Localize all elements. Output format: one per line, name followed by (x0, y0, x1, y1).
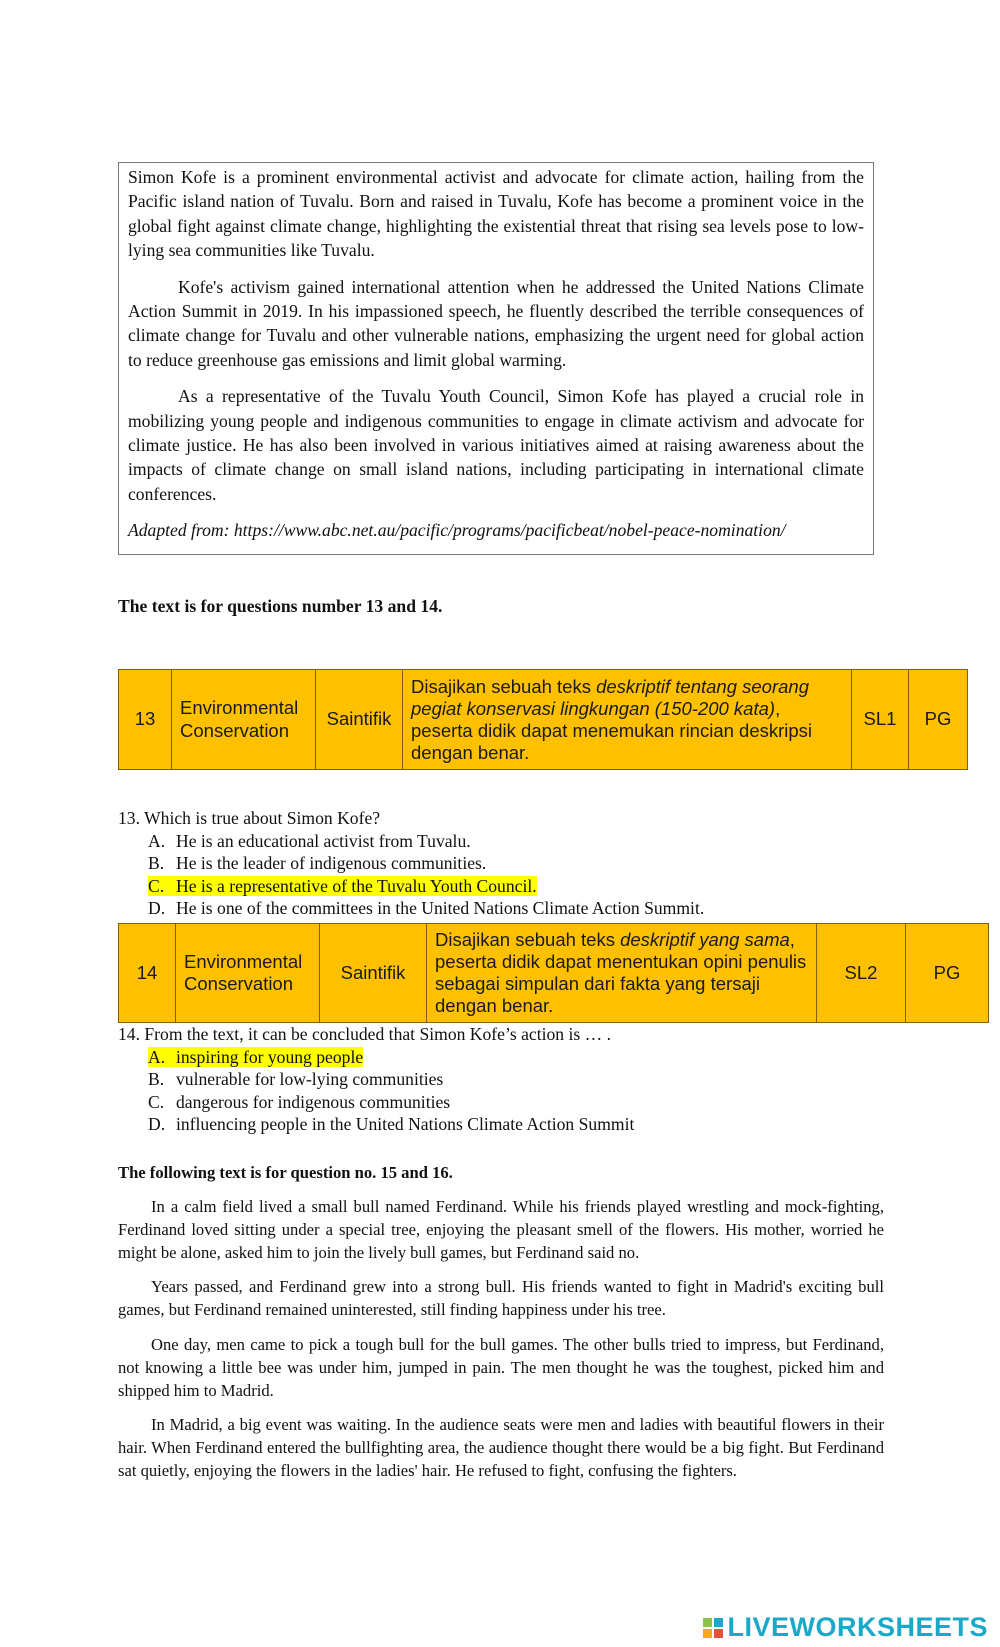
grid-form: PG (909, 670, 968, 770)
question-grid-13 (118, 669, 968, 770)
grid-topic: Environmental Conservation (172, 670, 316, 770)
question-stem: 14. From the text, it can be concluded that Simon Kofe’s action is … . (118, 1024, 612, 1044)
question-14 (118, 1023, 898, 1136)
logo-text: LIVEWORKSHEETS (727, 1612, 988, 1642)
option-c[interactable]: C. dangerous for indigenous communities (148, 1091, 451, 1112)
story-paragraph: One day, men came to pick a tough bull for the bull games. The other bulls tried to impress, but Ferdinand, not knowing a little bee was under him, jumped in pain. The men thought he was the toughest, picked him and shipped him to Madrid. (118, 1334, 884, 1400)
passage-source: Adapted from: https://www.abc.net.au/pacific/programs/pacificbeat/nobel-peace-nomination/ (128, 520, 786, 541)
option-d[interactable]: D. He is one of the committees in the United Nations Climate Action Summit. (148, 898, 705, 918)
grid-level: SL1 (852, 670, 909, 770)
grid-indicator: Disajikan sebuah teks deskriptif tentang seorang pegiat konservasi lingkungan (150-200 kata), peserta didik dapat menemukan rincian deskripsi dengan benar. (403, 670, 852, 770)
grid-form: PG (906, 924, 989, 1023)
section-heading: The text is for questions number 13 and 14. (118, 596, 443, 616)
story-passage (118, 1196, 884, 1495)
option-c-highlighted[interactable]: C. He is a representative of the Tuvalu Youth Council. (148, 875, 537, 896)
story-paragraph: In a calm field lived a small bull named Ferdinand. While his friends played wrestling and mock-fighting, Ferdinand loved sitting under a special tree, enjoying the pleasant smell of the flowers. His mother, worried he might be alone, asked him to join the lively bull games, but Ferdinand said no. (118, 1197, 884, 1262)
reading-passage-box (118, 162, 874, 555)
grid-number: 14 (119, 924, 176, 1023)
grid-topic: Environmental Conservation (176, 924, 320, 1023)
passage-paragraph: Simon Kofe is a prominent environmental activist and advocate for climate action, hailing from the Pacific island nation of Tuvalu. Born and raised in Tuvalu, Kofe has become a prominent voice in the global fight against climate change, highlighting the existential threat that rising sea levels pose to low-lying sea communities like Tuvalu. (128, 167, 864, 261)
section-heading: The following text is for question no. 15 and 16. (118, 1163, 453, 1182)
liveworksheets-logo-icon (703, 1618, 723, 1638)
grid-level: SL2 (817, 924, 906, 1023)
grid-indicator: Disajikan sebuah teks deskriptif yang sama, peserta didik dapat menentukan opini penulis sebagai simpulan dari fakta yang tersaji dengan benar. (427, 924, 817, 1023)
option-a-highlighted[interactable]: A. inspiring for young people (148, 1046, 364, 1067)
option-b[interactable]: B. vulnerable for low-lying communities (148, 1069, 444, 1089)
grid-approach: Saintifik (320, 924, 427, 1023)
passage-paragraph: Kofe's activism gained international attention when he addressed the United Nations Climate Action Summit in 2019. In his impassioned speech, he fluently described the terrible consequences of climate change for Tuvalu and other vulnerable nations, emphasizing the urgent need for global action to reduce greenhouse gas emissions and limit global warming. (128, 276, 864, 370)
story-paragraph: In Madrid, a big event was waiting. In the audience seats were men and ladies with beautiful flowers in their hair. When Ferdinand entered the bullfighting area, the audience thought there would be a big fight. But Ferdinand sat quietly, enjoying the flowers in the ladies' hair. He refused to fight, confusing the fighters. (118, 1415, 884, 1480)
question-stem: 13. Which is true about Simon Kofe? (118, 808, 381, 828)
option-b[interactable]: B. He is the leader of indigenous communities. (148, 853, 487, 873)
story-paragraph: Years passed, and Ferdinand grew into a strong bull. His friends wanted to fight in Madrid's exciting bull games, but Ferdinand remained uninterested, still finding happiness under his tree. (118, 1277, 884, 1320)
liveworksheets-logo[interactable] (703, 1612, 988, 1643)
question-grid-14 (118, 923, 989, 1023)
passage-paragraph: As a representative of the Tuvalu Youth Council, Simon Kofe has played a crucial role in mobilizing young people and indigenous communities to engage in climate activism and advocate for climate justice. He has also been involved in various initiatives aimed at raising awareness about the impacts of climate change on small island nations, including participating in international climate conferences. (128, 386, 864, 504)
option-a[interactable]: A. He is an educational activist from Tuvalu. (148, 830, 471, 851)
question-13 (118, 807, 898, 920)
grid-number: 13 (119, 670, 172, 770)
option-d[interactable]: D. influencing people in the United Nations Climate Action Summit (148, 1114, 635, 1134)
grid-approach: Saintifik (316, 670, 403, 770)
